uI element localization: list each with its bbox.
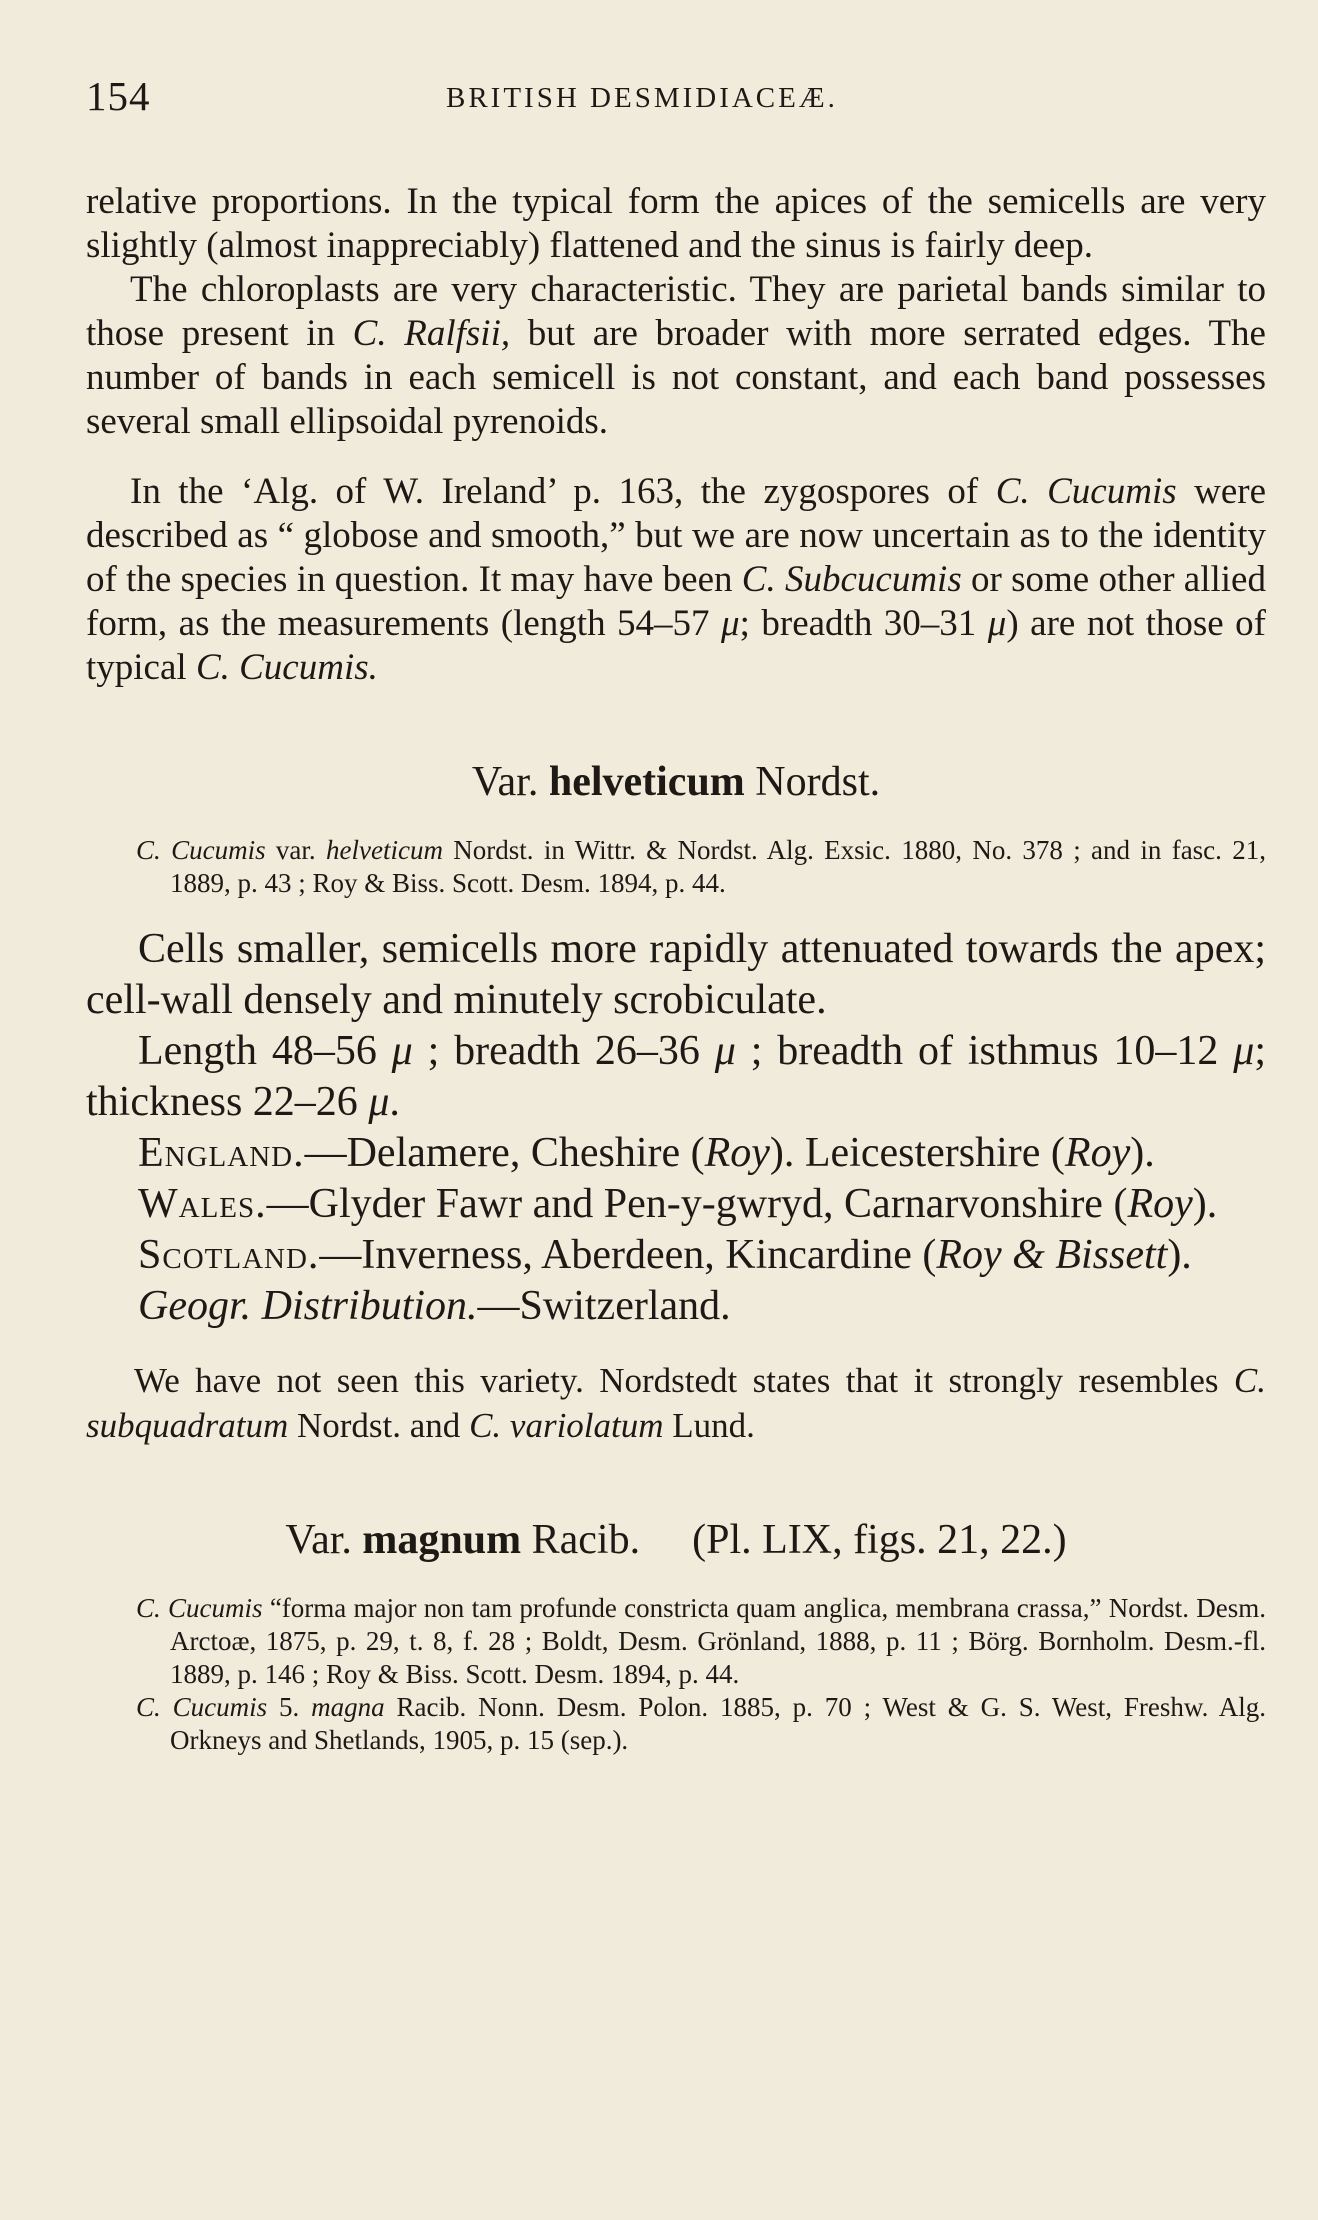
paragraph-chloroplasts: The chloroplasts are very characteristic. They are parietal bands similar to those present in C. Ralfsii, but are broader with more serrated edges. The number of bands in each semicell is not constant, and each band possesses several small ellipsoidal pyrenoids. xyxy=(86,269,1266,442)
synonymy-helveticum: C. Cucumis var. helveticum Nordst. in Wittr. & Nordst. Alg. Exsic. 1880, No. 378 ; and in fasc. 21, 1889, p. 43 ; Roy & Biss. Scott. Desm. 1894, p. 44. xyxy=(136,835,1266,898)
remark-helveticum xyxy=(86,1358,1266,1448)
paragraph-proportions: relative proportions. In the typical form the apices of the semicells are very slightly (almost inappreciably) flattened and the sinus is fairly deep. xyxy=(86,181,1266,266)
remark-text: We have not seen this variety. Nordstedt states that it strongly resembles C. subquadratum Nordst. and C. variolatum Lund. xyxy=(86,1361,1266,1445)
running-head xyxy=(86,72,1266,118)
synonymy-magnum-1: C. Cucumis “forma major non tam profunde constricta quam anglica, membrana crassa,” Nordst. Desm. Arctoæ, 1875, p. 29, t. 8, f. 28 ; Boldt, Desm. Grönland, 1888, p. 11 ; Börg. Bornholm. Desm.-fl. 1889, p. 146 ; Roy & Biss. Scott. Desm. 1894, p. 44. xyxy=(136,1593,1267,1689)
diagnosis-text: Cells smaller, semicells more rapidly attenuated towards the apex; cell-wall densely and minutely scrobiculate. xyxy=(86,926,1266,1023)
locality-england: England.—Delamere, Cheshire (Roy). Leicestershire (Roy). xyxy=(138,1130,1155,1176)
paragraph-zygospores: In the ‘Alg. of W. Ireland’ p. 163, the zygospores of C. Cucumis were described as “ globose and smooth,” but we are now uncertain as to the identity of the species in question. It may have been C. Subcucumis or some other allied form, as the measurements (length 54–57 μ; breadth 30–31 μ) are not those of typical C. Cucumis. xyxy=(86,471,1266,688)
heading-var-helveticum: Var. helveticum Nordst. xyxy=(471,759,881,805)
plate-reference: (Pl. LIX, figs. 21, 22.) xyxy=(692,1517,1067,1563)
running-title: BRITISH DESMIDIACEÆ. xyxy=(446,82,838,114)
locality-scotland: Scotland.—Inverness, Aberdeen, Kincardine (Roy & Bissett). xyxy=(138,1232,1192,1278)
geographic-distribution: Geogr. Distribution.—Switzerland. xyxy=(138,1283,731,1329)
diagnosis-helveticum xyxy=(86,924,1266,1332)
synonymy-magnum-2: C. Cucumis 5. magna Racib. Nonn. Desm. Polon. 1885, p. 70 ; West & G. S. West, Freshw. Alg. Orkneys and Shetlands, 1905, p. 15 (sep.). xyxy=(136,1692,1266,1755)
page-number: 154 xyxy=(86,73,151,119)
locality-wales: Wales.—Glyder Fawr and Pen-y-gwryd, Carnarvonshire (Roy). xyxy=(138,1181,1218,1227)
measurements: Length 48–56 μ ; breadth 26–36 μ ; breadth of isthmus 10–12 μ; thickness 22–26 μ. xyxy=(86,1028,1267,1125)
heading-var-magnum: Var. magnum Racib. (Pl. LIX, figs. 21, 22.) xyxy=(285,1517,1067,1563)
